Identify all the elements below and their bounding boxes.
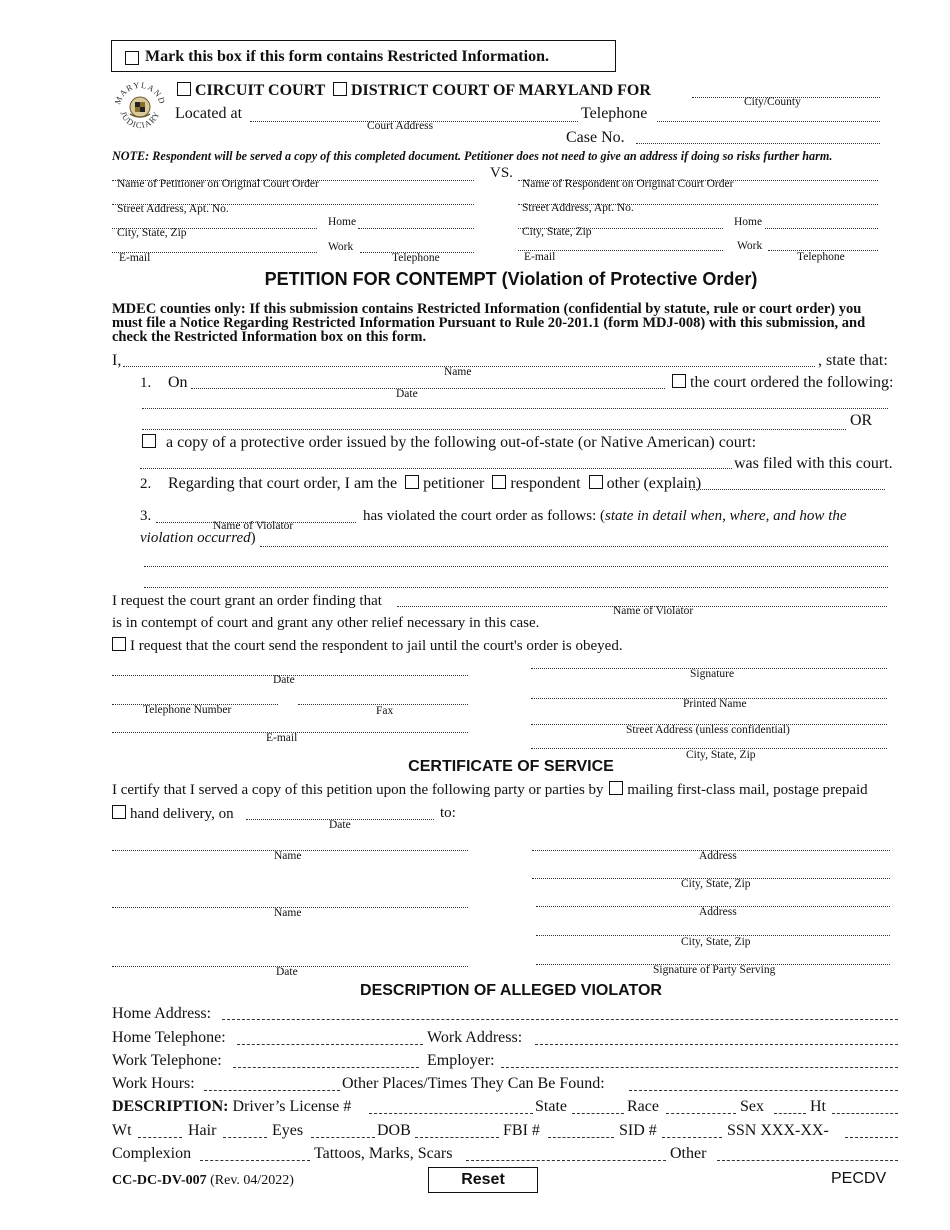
- dob-field[interactable]: [415, 1137, 499, 1138]
- ssn-label: SSN XXX-XX-: [727, 1122, 829, 1139]
- city-county-label: City/County: [744, 96, 801, 108]
- signature-label: Signature: [690, 668, 735, 680]
- mailing-label: mailing first-class mail, postage prepaid: [627, 782, 868, 798]
- petitioner-role-checkbox[interactable]: [405, 475, 419, 489]
- court-telephone-field[interactable]: [657, 121, 880, 122]
- item2-label: Regarding that court order, I am the: [168, 475, 398, 492]
- served-city-2-label: City, State, Zip: [681, 936, 751, 948]
- request-finding-label: I request the court grant an order finding that: [112, 593, 382, 609]
- petitioner-role-label: petitioner: [423, 475, 485, 492]
- height-field[interactable]: [832, 1113, 898, 1114]
- other-role-label: other (explain): [606, 475, 702, 492]
- violation-occurred-label: violation occurred: [140, 530, 251, 546]
- court-ordered-label: the court ordered the following:: [690, 374, 894, 391]
- reset-button[interactable]: Reset: [428, 1167, 538, 1193]
- mailing-checkbox[interactable]: [609, 781, 623, 795]
- case-no-label: Case No.: [566, 129, 625, 146]
- form-revision: (Rev. 04/2022): [210, 1173, 294, 1188]
- certificate-text: I certify that I served a copy of this petition upon the following party or parties by: [112, 782, 604, 798]
- printed-name-label: Printed Name: [683, 698, 747, 710]
- service-date-label: Date: [329, 819, 351, 831]
- ssn-field[interactable]: [845, 1137, 898, 1138]
- hand-delivery-checkbox[interactable]: [112, 805, 126, 819]
- court-address-label: Court Address: [367, 120, 434, 132]
- respondent-street-label: Street Address, Apt. No.: [522, 202, 634, 214]
- sex-label: Sex: [740, 1098, 764, 1115]
- filer-email-label: E-mail: [266, 732, 298, 744]
- hand-delivery-label: hand delivery, on: [130, 806, 234, 822]
- home-telephone-label: Home Telephone:: [112, 1029, 226, 1046]
- work-telephone-field[interactable]: [233, 1067, 419, 1068]
- or-label: OR: [850, 412, 873, 429]
- employer-field[interactable]: [501, 1067, 898, 1068]
- state-field[interactable]: [572, 1113, 624, 1114]
- street-address-label: Street Address (unless confidential): [626, 724, 790, 736]
- located-at-label: Located at: [175, 105, 243, 122]
- petitioner-telephone-label: Telephone: [392, 252, 440, 264]
- item1-on-label: On: [168, 374, 188, 391]
- telephone-label: Telephone: [581, 105, 648, 122]
- out-of-state-order-checkbox[interactable]: [142, 434, 156, 448]
- complexion-label: Complexion: [112, 1145, 192, 1162]
- certificate-line: [112, 781, 868, 799]
- restricted-info-checkbox[interactable]: [125, 51, 139, 65]
- respondent-home-label: Home: [734, 216, 763, 228]
- court-selection-line: [177, 82, 651, 100]
- case-no-field[interactable]: [636, 143, 880, 144]
- out-of-state-court-field[interactable]: [140, 468, 732, 469]
- versus-label: VS.: [490, 165, 513, 181]
- home-address-label: Home Address:: [112, 1005, 212, 1022]
- other-label: Other: [670, 1145, 707, 1162]
- violation-description-prompt: [363, 508, 847, 525]
- race-field[interactable]: [666, 1113, 736, 1114]
- home-telephone-field[interactable]: [237, 1044, 423, 1045]
- petitioner-work-label: Work: [328, 241, 354, 253]
- sex-field[interactable]: [774, 1113, 806, 1114]
- declarant-name-label: Name: [444, 366, 472, 378]
- drivers-license-field[interactable]: [369, 1113, 533, 1114]
- served-city-1-label: City, State, Zip: [681, 878, 751, 890]
- respondent-name-label: Name of Respondent on Original Court Order: [522, 178, 734, 190]
- complexion-field[interactable]: [200, 1160, 310, 1161]
- jail-request-line: [112, 637, 623, 655]
- dob-label: DOB: [377, 1122, 411, 1139]
- petitioner-email-label: E-mail: [119, 252, 151, 264]
- work-hours-label: Work Hours:: [112, 1075, 195, 1092]
- violation-text-line-2[interactable]: [144, 566, 888, 567]
- fax-label: Fax: [376, 705, 394, 717]
- court-order-text-line-2[interactable]: [142, 429, 846, 430]
- telephone-number-label: Telephone Number: [143, 704, 232, 716]
- seal-top-text: MARYLAND: [112, 79, 168, 106]
- tattoos-label: Tattoos, Marks, Scars: [314, 1145, 453, 1162]
- order-date-label: Date: [396, 388, 418, 400]
- violation-text-line-3[interactable]: [144, 587, 888, 588]
- work-address-label: Work Address:: [427, 1029, 523, 1046]
- employer-label: Employer:: [427, 1052, 495, 1069]
- description-label: DESCRIPTION:: [112, 1098, 229, 1115]
- other-field[interactable]: [717, 1160, 898, 1161]
- close-paren: ): [250, 530, 256, 546]
- other-role-explain-field[interactable]: [690, 489, 885, 490]
- district-court-label: DISTRICT COURT OF MARYLAND FOR: [350, 82, 651, 99]
- eyes-label: Eyes: [272, 1122, 304, 1139]
- violated-prefix: has violated the court order as follows: (: [363, 508, 606, 524]
- weight-field[interactable]: [138, 1137, 182, 1138]
- eyes-field[interactable]: [311, 1137, 375, 1138]
- violator-name-request-label: Name of Violator: [613, 605, 694, 617]
- tattoos-field[interactable]: [466, 1160, 666, 1161]
- jail-request-label: I request that the court send the respondent to jail until the court's order is obeyed.: [130, 638, 623, 654]
- respondent-role-checkbox[interactable]: [492, 475, 506, 489]
- petitioner-home-phone-field[interactable]: [358, 228, 474, 229]
- violator-name-label: Name of Violator: [213, 520, 294, 532]
- petitioner-home-label: Home: [328, 216, 357, 228]
- served-address-1-label: Address: [699, 850, 737, 862]
- item1-number: 1.: [140, 375, 152, 391]
- respondent-home-phone-field[interactable]: [765, 228, 878, 229]
- out-of-state-order-line: [142, 434, 756, 452]
- i-label: I,: [112, 352, 122, 369]
- court-ordered-line: [672, 374, 894, 392]
- item3-number: 3.: [140, 508, 152, 524]
- sid-label: SID #: [619, 1122, 657, 1139]
- hair-label: Hair: [188, 1122, 217, 1139]
- jail-request-checkbox[interactable]: [112, 637, 126, 651]
- court-order-text-line-1[interactable]: [142, 408, 888, 409]
- drivers-license-label: Driver’s License #: [232, 1098, 352, 1115]
- petitioner-street-label: Street Address, Apt. No.: [117, 203, 229, 215]
- home-address-field[interactable]: [222, 1019, 898, 1020]
- serving-signature-label: Signature of Party Serving: [653, 964, 776, 976]
- respondent-city-label: City, State, Zip: [522, 226, 592, 238]
- violation-occurred-line: [140, 530, 256, 547]
- restricted-info-box: [111, 40, 616, 72]
- mdec-notice: MDEC counties only: If this submission contains Restricted Information (confidential by statute, rule or court order) you must file a Notice Regarding Restricted Information Pursuant to Rule 20-201.1 (form MDJ-008) with this submission, and check the Restricted Information box on this form.: [112, 301, 866, 345]
- form-number: CC-DC-DV-007: [112, 1173, 207, 1188]
- served-address-2-label: Address: [699, 906, 737, 918]
- was-filed-label: was filed with this court.: [734, 455, 893, 472]
- out-of-state-order-label: a copy of a protective order issued by the following out-of-state (or Native American) court:: [166, 434, 757, 451]
- form-title: PETITION FOR CONTEMPT (Violation of Protective Order): [264, 269, 758, 289]
- respondent-email-label: E-mail: [524, 251, 556, 263]
- petitioner-name-label: Name of Petitioner on Original Court Order: [117, 178, 319, 190]
- to-label: to:: [440, 805, 456, 821]
- violation-text-line-1[interactable]: [260, 546, 888, 547]
- sid-field[interactable]: [662, 1137, 722, 1138]
- served-name-1-label: Name: [274, 850, 302, 862]
- in-contempt-label: is in contempt of court and grant any other relief necessary in this case.: [112, 615, 540, 631]
- other-places-field[interactable]: [629, 1090, 898, 1091]
- respondent-telephone-label: Telephone: [797, 251, 845, 263]
- height-label: Ht: [810, 1098, 826, 1115]
- work-address-field[interactable]: [535, 1044, 898, 1045]
- work-hours-field[interactable]: [204, 1090, 340, 1091]
- circuit-court-label: CIRCUIT COURT: [195, 82, 325, 99]
- other-role-checkbox[interactable]: [589, 475, 603, 489]
- race-label: Race: [627, 1098, 659, 1115]
- weight-label: Wt: [112, 1122, 132, 1139]
- violator-heading: DESCRIPTION OF ALLEGED VIOLATOR: [360, 982, 662, 999]
- served-name-2-label: Name: [274, 907, 302, 919]
- certificate-heading: CERTIFICATE OF SERVICE: [408, 758, 614, 775]
- fbi-field[interactable]: [548, 1137, 614, 1138]
- filer-city-label: City, State, Zip: [686, 749, 756, 761]
- fbi-label: FBI #: [503, 1122, 540, 1139]
- signature-date-label: Date: [273, 674, 295, 686]
- item2-number: 2.: [140, 476, 152, 492]
- other-places-label: Other Places/Times They Can Be Found:: [342, 1075, 605, 1092]
- violated-italic: state in detail when, where, and how the: [605, 508, 847, 524]
- state-that-label: , state that:: [818, 352, 888, 369]
- restricted-info-label: Mark this box if this form contains Restricted Information.: [145, 48, 549, 65]
- respondent-role-label: respondent: [510, 475, 581, 492]
- respondent-note: NOTE: Respondent will be served a copy of this completed document. Petitioner does not need to give an address if doing so risks further harm.: [112, 149, 833, 163]
- court-ordered-checkbox[interactable]: [672, 374, 686, 388]
- district-court-checkbox[interactable]: [333, 82, 347, 96]
- description-row-1: [112, 1098, 351, 1116]
- petitioner-city-label: City, State, Zip: [117, 227, 187, 239]
- circuit-court-checkbox[interactable]: [177, 82, 191, 96]
- maryland-judiciary-seal: [112, 78, 168, 136]
- hand-delivery-line: [112, 805, 234, 823]
- state-label: State: [535, 1098, 567, 1115]
- form-id: [112, 1173, 294, 1189]
- order-date-field[interactable]: [191, 388, 665, 389]
- form-code: PECDV: [831, 1170, 887, 1187]
- respondent-work-label: Work: [737, 240, 763, 252]
- seal-bottom-text: JUDICIARY: [118, 109, 162, 131]
- item2-line: [168, 475, 701, 493]
- hair-field[interactable]: [223, 1137, 267, 1138]
- serving-date-label: Date: [276, 966, 298, 978]
- work-telephone-label: Work Telephone:: [112, 1052, 222, 1069]
